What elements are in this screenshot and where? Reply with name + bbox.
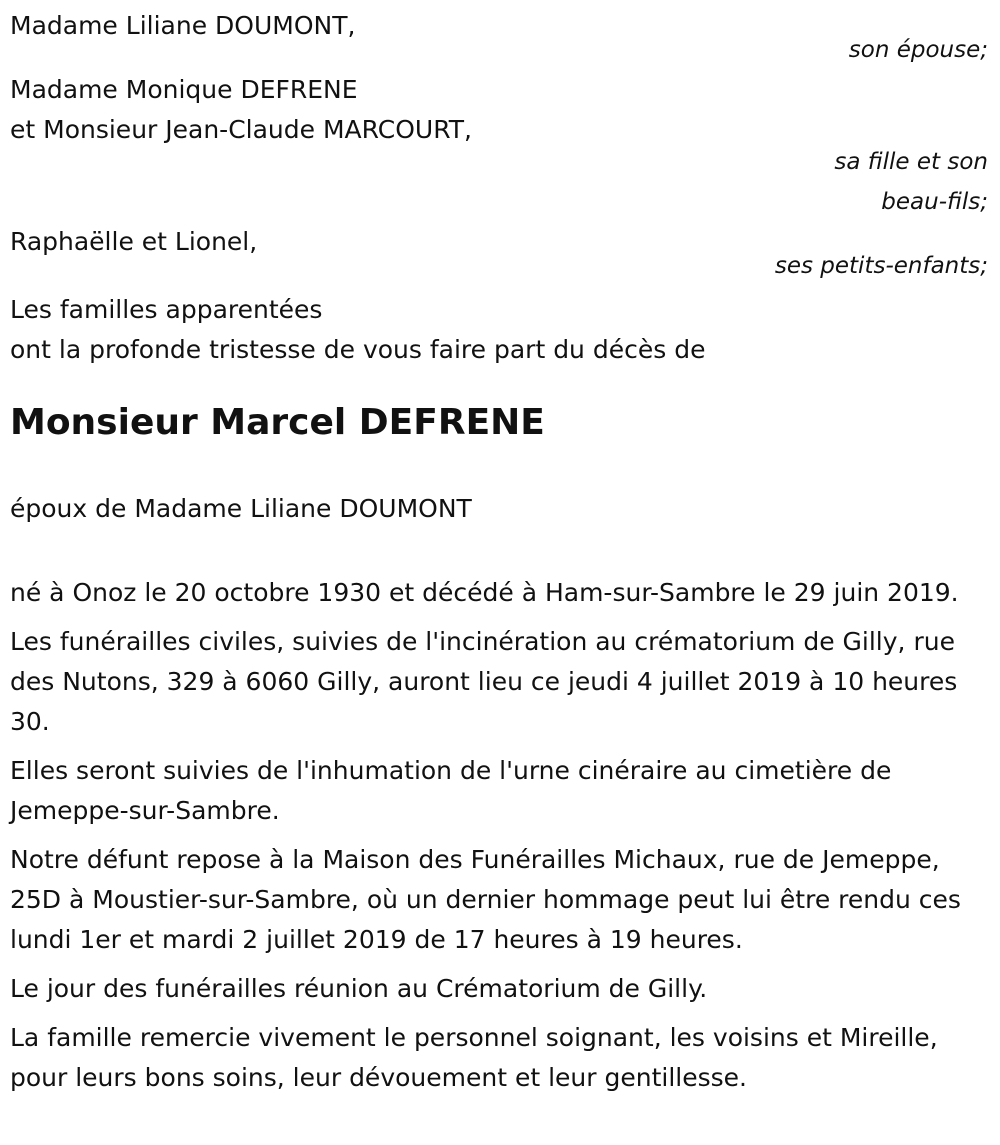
family-block-grandchildren: [10, 222, 990, 286]
viewing-paragraph: Notre défunt repose à la Maison des Funérailles Michaux, rue de Jemeppe, 25D à Moustier-sur-Sambre, où un dernier hommage peut lui être rendu ces lundi 1er et mardi 2 juillet 2019 de 17 heures à 19 heures.: [10, 845, 961, 954]
family-name-line: Madame Monique DEFRENE: [10, 75, 358, 104]
announcement-line: ont la profonde tristesse de vous faire part du décès de: [10, 335, 706, 364]
birth-death-paragraph: né à Onoz le 20 octobre 1930 et décédé à Ham-sur-Sambre le 29 juin 2019.: [10, 578, 959, 607]
funeral-paragraph: Les funérailles civiles, suivies de l'incinération au crématorium de Gilly, rue des Nutons, 329 à 6060 Gilly, auront lieu ce jeudi 4 juillet 2019 à 10 heures 30.: [10, 627, 958, 736]
family-name-line: Raphaëlle et Lionel,: [10, 227, 258, 256]
family-block-daughter: [10, 70, 990, 222]
family-role: sa fille et son: [834, 149, 988, 175]
thanks-paragraph: La famille remercie vivement le personnel soignant, les voisins et Mireille, pour leurs bons soins, leur dévouement et leur gentillesse.: [10, 1023, 938, 1092]
deceased-name: Monsieur Marcel DEFRENE: [10, 402, 545, 443]
family-role: ses petits-enfants;: [774, 253, 988, 279]
family-role: beau-fils;: [881, 189, 988, 215]
family-name-line: et Monsieur Jean-Claude MARCOURT,: [10, 115, 472, 144]
family-name-line: Madame Liliane DOUMONT,: [10, 11, 356, 40]
family-role: son épouse;: [848, 37, 988, 63]
announcement: [10, 290, 990, 370]
meeting-paragraph: Le jour des funérailles réunion au Crématorium de Gilly.: [10, 974, 708, 1003]
announcement-line: Les familles apparentées: [10, 295, 323, 324]
family-block-spouse: [10, 0, 990, 70]
burial-paragraph: Elles seront suivies de l'inhumation de l'urne cinéraire au cimetière de Jemeppe-sur-Sambre.: [10, 756, 892, 825]
spouse-line: époux de Madame Liliane DOUMONT: [10, 494, 472, 523]
